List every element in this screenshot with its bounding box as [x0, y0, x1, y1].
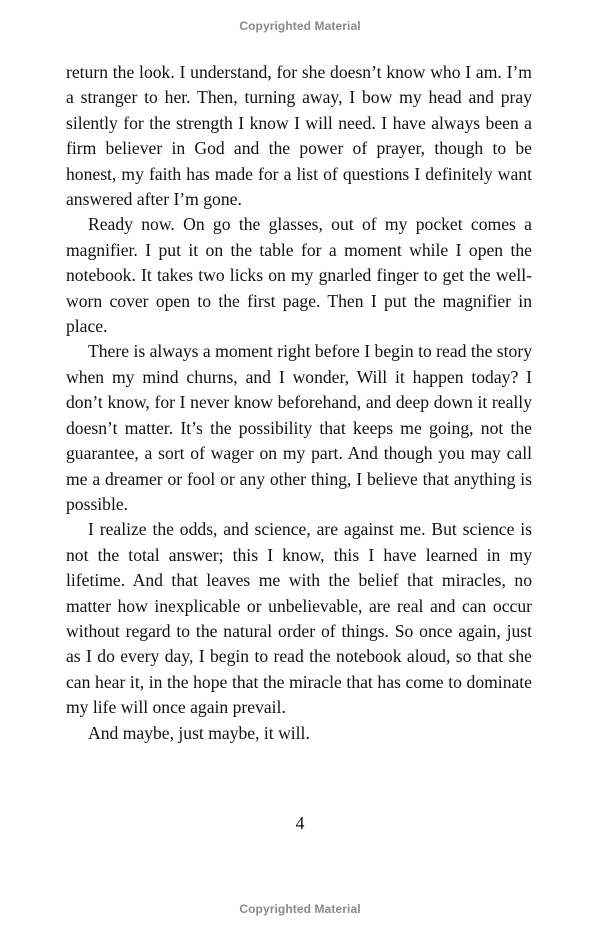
paragraph: Ready now. On go the glasses, out of my pocket comes a magnifier. I put it on the table for a moment while I open the notebook. It takes two licks on my gnarled finger to get the well-worn cover open to the first page. Then I put the magnifier in place.: [66, 214, 532, 337]
paragraph: There is always a moment right before I begin to read the story when my mind churns, and I wonder, Will it happen today? I don’t know, for I never know beforehand, and deep down it really doesn’t matter. It’s the possibility that keeps me going, not the guarantee, a sort of wager on my part. And though you may call me a dreamer or fool or any other thing, I believe that anything is possible.: [66, 341, 532, 514]
paragraph-continuation: return the look. I understand, for she doesn’t know who I am. I’m a stranger to her. Then, turning away, I bow my head and pray silently for the strength I know I will need. I have always been a firm believer in God and the power of prayer, though to be honest, my faith has made for a list of questions I definitely want answered after I’m gone.: [66, 62, 532, 210]
page-body-text: [66, 60, 532, 746]
copyright-watermark-top: Copyrighted Material: [239, 19, 361, 33]
page-number: 4: [295, 813, 305, 833]
copyright-watermark-bottom: Copyrighted Material: [239, 902, 361, 916]
paragraph: And maybe, just maybe, it will.: [88, 722, 310, 743]
paragraph: I realize the odds, and science, are against me. But science is not the total answer; this I know, this I have learned in my lifetime. And that leaves me with the belief that miracles, no matter how inexplicable or unbelievable, are real and can occur without regard to the natural order of things. So once again, just as I do every day, I begin to read the notebook aloud, so that she can hear it, in the hope that the miracle that has come to dominate my life will once again prevail.: [66, 519, 532, 718]
